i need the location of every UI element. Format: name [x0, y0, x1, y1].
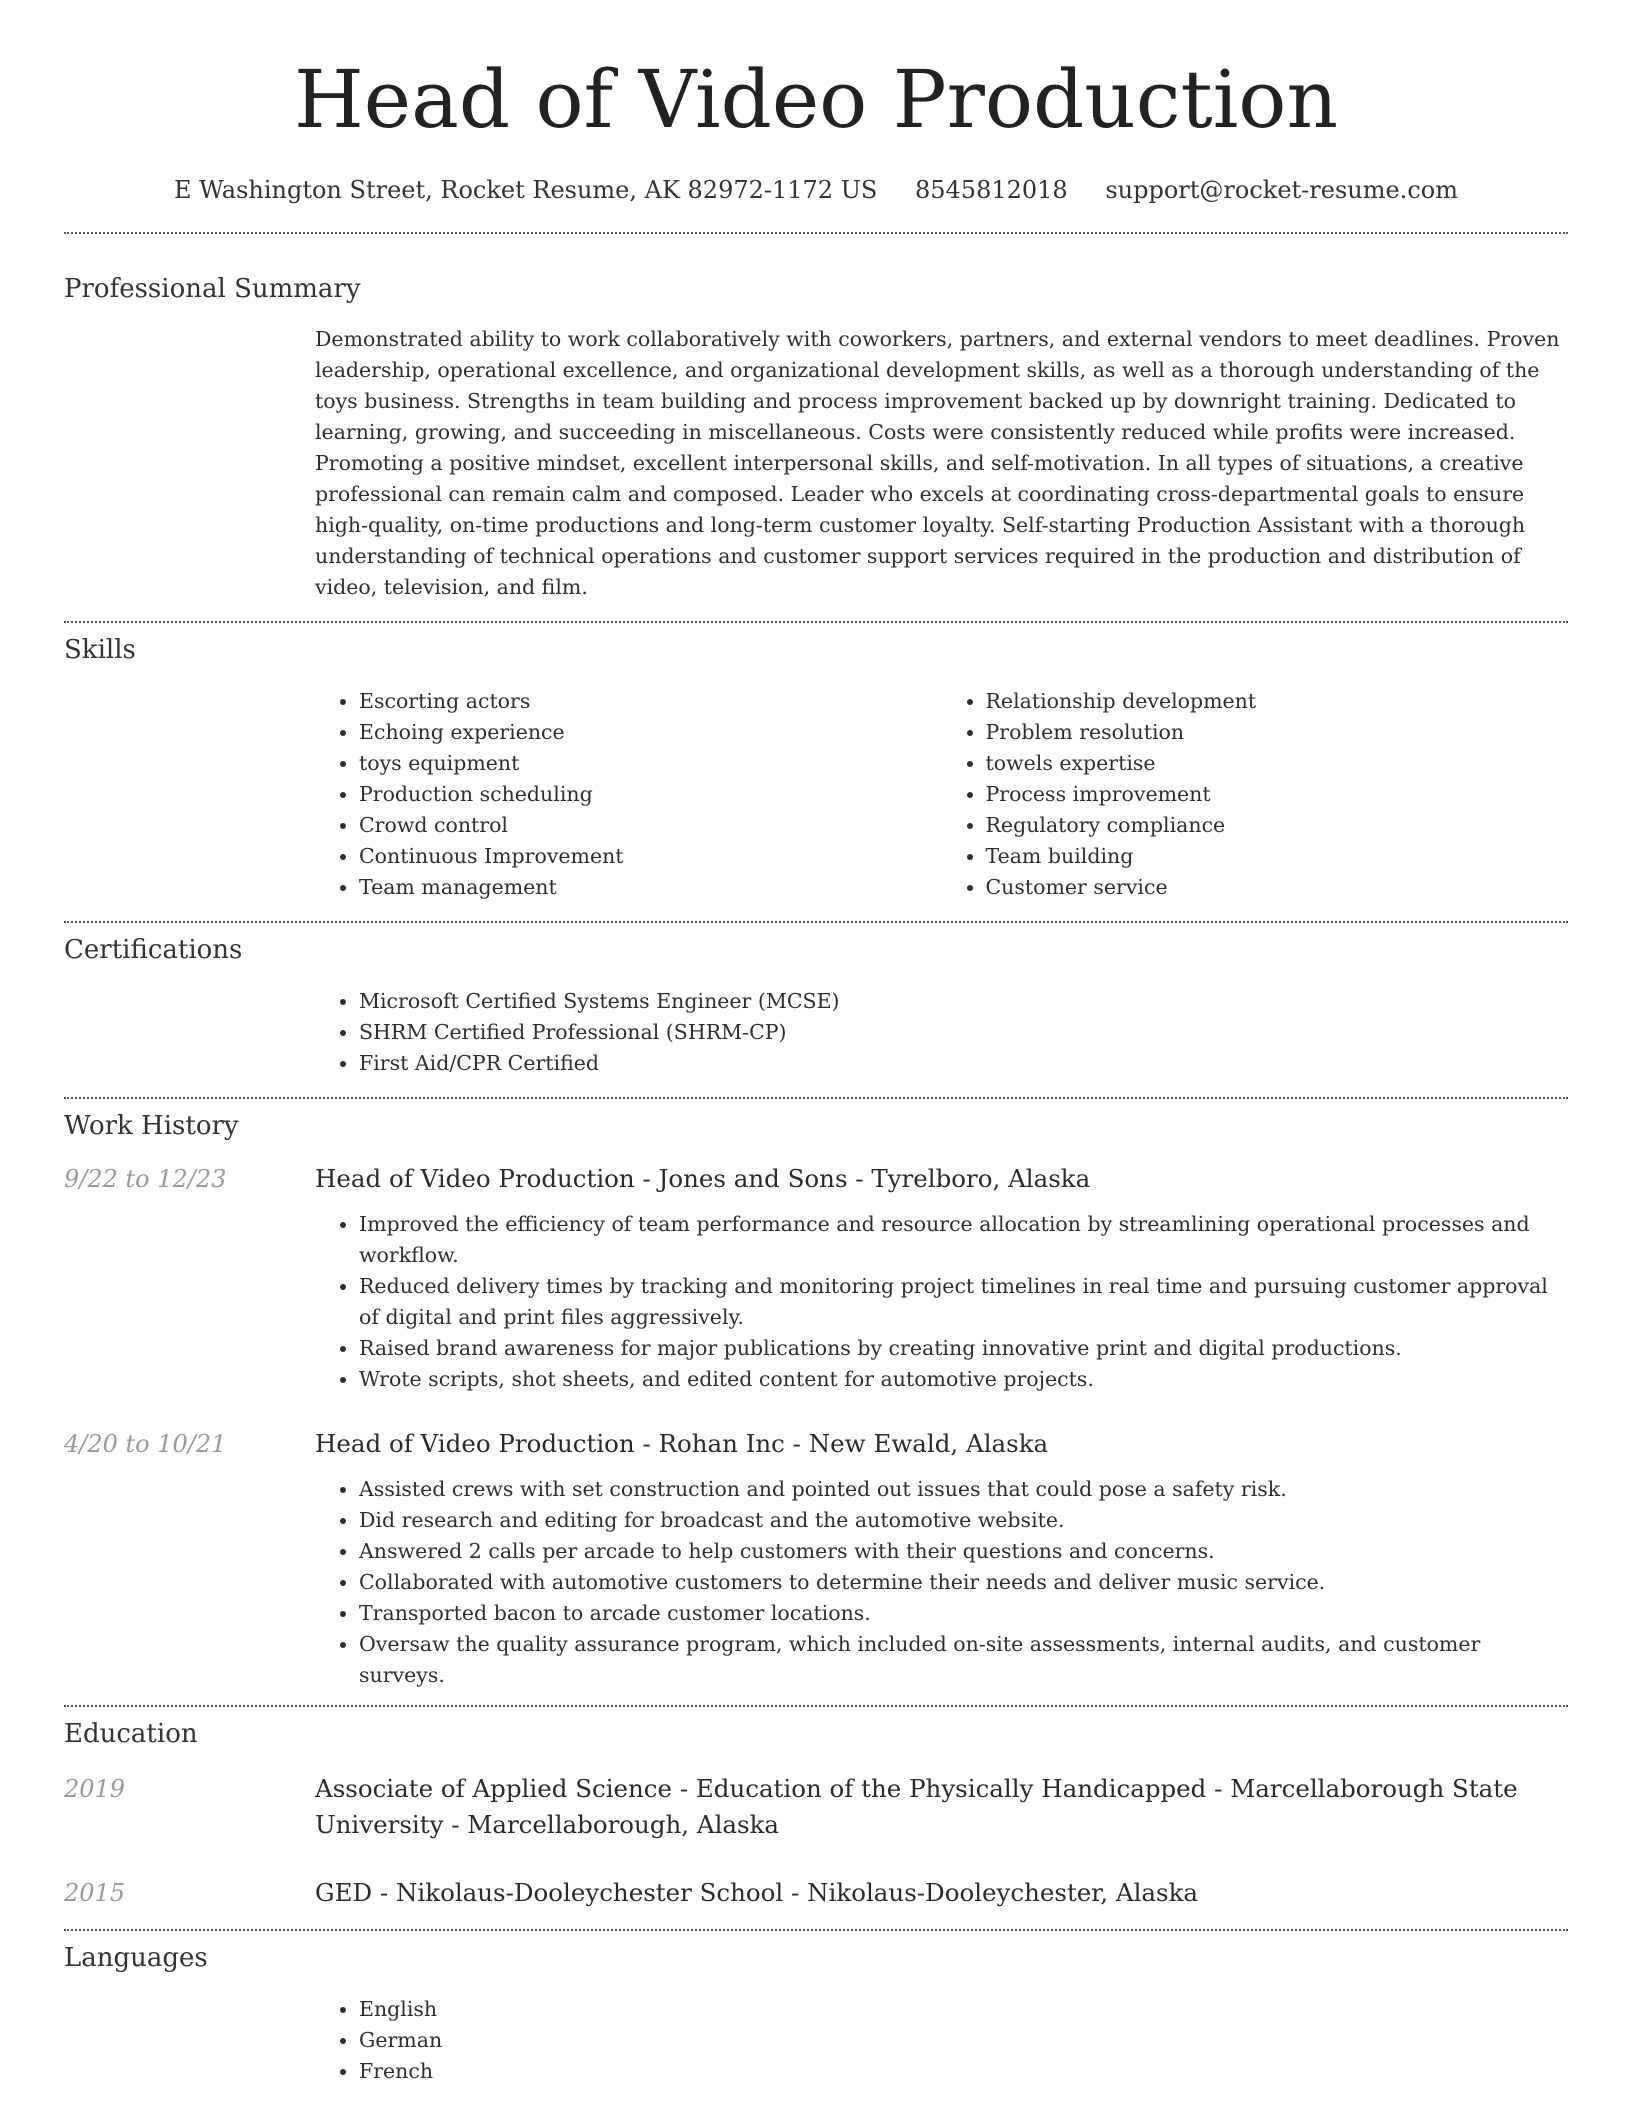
language-item: • English — [359, 1994, 1568, 2025]
job-bullet: • Collaborated with automotive customers to determine their needs and deliver music service. — [359, 1567, 1568, 1598]
languages-section — [64, 1931, 1568, 2087]
job-bullet: • Did research and editing for broadcast and the automotive website. — [359, 1505, 1568, 1536]
job-bullet: • Raised brand awareness for major publications by creating innovative print and digital productions. — [359, 1333, 1568, 1364]
certification-item: • SHRM Certified Professional (SHRM-CP) — [359, 1017, 1568, 1048]
education-heading: GED - Nikolaus-Dooleychester School - Nikolaus-Dooleychester, Alaska — [315, 1878, 1199, 1907]
job-details — [315, 1209, 1568, 1395]
skill-item: • Problem resolution — [986, 717, 1569, 748]
education-heading: Associate of Applied Science - Education of the Physically Handicapped - Marcellaborough State University - Marcellaborough, Alaska — [315, 1774, 1518, 1839]
summary-title: Professional Summary — [64, 274, 361, 304]
skills-section — [64, 623, 1568, 903]
skill-item: • Regulatory compliance — [986, 810, 1569, 841]
skill-item: • toys equipment — [359, 748, 942, 779]
job-details — [315, 1474, 1568, 1691]
skills-grid — [315, 686, 1568, 903]
skills-title: Skills — [64, 635, 136, 665]
skills-list-right — [942, 686, 1569, 903]
job-entry — [64, 1426, 1568, 1691]
job-bullet: • Oversaw the quality assurance program, which included on-site assessments, internal audits, and customer surveys. — [359, 1629, 1568, 1691]
job-bullets — [315, 1209, 1568, 1395]
skill-item: • Team management — [359, 872, 942, 903]
contact-line — [64, 174, 1568, 206]
summary-section — [64, 234, 1568, 603]
skill-item: • Relationship development — [986, 686, 1569, 717]
job-heading: Head of Video Production - Jones and Sons - Tyrelboro, Alaska — [315, 1164, 1091, 1193]
job-dates: 9/22 to 12/23 — [64, 1165, 227, 1193]
education-section — [64, 1707, 1568, 1911]
education-year: 2019 — [64, 1775, 126, 1803]
skill-item: • Echoing experience — [359, 717, 942, 748]
job-bullet: • Answered 2 calls per arcade to help customers with their questions and concerns. — [359, 1536, 1568, 1567]
job-entry — [64, 1161, 1568, 1395]
skill-item: • Escorting actors — [359, 686, 942, 717]
certification-item: • Microsoft Certified Systems Engineer (MCSE) — [359, 986, 1568, 1017]
job-bullet: • Reduced delivery times by tracking and monitoring project timelines in real time and pursuing customer approval of digital and print files aggressively. — [359, 1271, 1568, 1333]
skill-item: • Continuous Improvement — [359, 841, 942, 872]
job-bullet: • Transported bacon to arcade customer locations. — [359, 1598, 1568, 1629]
skill-item: • Crowd control — [359, 810, 942, 841]
summary-text: Demonstrated ability to work collaboratively with coworkers, partners, and external vendors to meet deadlines. Proven leadership, operational excellence, and organizational development skills, as well as a thorough understanding of the toys business. Strengths in team building and process improvement backed up by downright training. Dedicated to learning, growing, and succeeding in miscellaneous. Costs were consistently reduced while profits were increased. Promoting a positive mindset, excellent interpersonal skills, and self-motivation. In all types of situations, a creative professional can remain calm and composed. Leader who excels at coordinating cross-departmental goals to ensure high-quality, on-time productions and long-term customer loyalty. Self-starting Production Assistant with a thorough understanding of technical operations and customer support services required in the production and distribution of video, television, and film. — [315, 327, 1560, 599]
certifications-section — [64, 923, 1568, 1079]
contact-email: support@rocket-resume.com — [1105, 176, 1458, 204]
skill-item: • towels expertise — [986, 748, 1569, 779]
certifications-list — [315, 986, 1568, 1079]
skills-list-left — [315, 686, 942, 903]
education-entry — [64, 1875, 1568, 1911]
education-year: 2015 — [64, 1879, 126, 1907]
work-title: Work History — [64, 1111, 239, 1141]
language-item: • French — [359, 2056, 1568, 2087]
language-item: • German — [359, 2025, 1568, 2056]
job-heading: Head of Video Production - Rohan Inc - New Ewald, Alaska — [315, 1429, 1049, 1458]
job-dates: 4/20 to 10/21 — [64, 1430, 227, 1458]
certifications-content — [315, 986, 1568, 1079]
certifications-title: Certifications — [64, 935, 243, 965]
skill-item: • Production scheduling — [359, 779, 942, 810]
skill-item: • Process improvement — [986, 779, 1569, 810]
languages-content — [315, 1994, 1568, 2087]
certification-item: • First Aid/CPR Certified — [359, 1048, 1568, 1079]
job-bullet: • Assisted crews with set construction and pointed out issues that could pose a safety risk. — [359, 1474, 1568, 1505]
job-bullet: • Improved the efficiency of team performance and resource allocation by streamlining operational processes and workflow. — [359, 1209, 1568, 1271]
languages-list — [315, 1994, 1568, 2087]
skill-item: • Team building — [986, 841, 1569, 872]
skill-item: • Customer service — [986, 872, 1569, 903]
contact-phone: 8545812018 — [915, 176, 1068, 204]
education-title: Education — [64, 1719, 198, 1749]
education-entry — [64, 1771, 1568, 1843]
work-section — [64, 1099, 1568, 1691]
job-bullets — [315, 1474, 1568, 1691]
candidate-name: Head of Video Production — [294, 53, 1338, 146]
languages-title: Languages — [64, 1943, 208, 1973]
contact-address: E Washington Street, Rocket Resume, AK 82972-1172 US — [174, 176, 878, 204]
job-bullet: • Wrote scripts, shot sheets, and edited content for automotive projects. — [359, 1364, 1568, 1395]
